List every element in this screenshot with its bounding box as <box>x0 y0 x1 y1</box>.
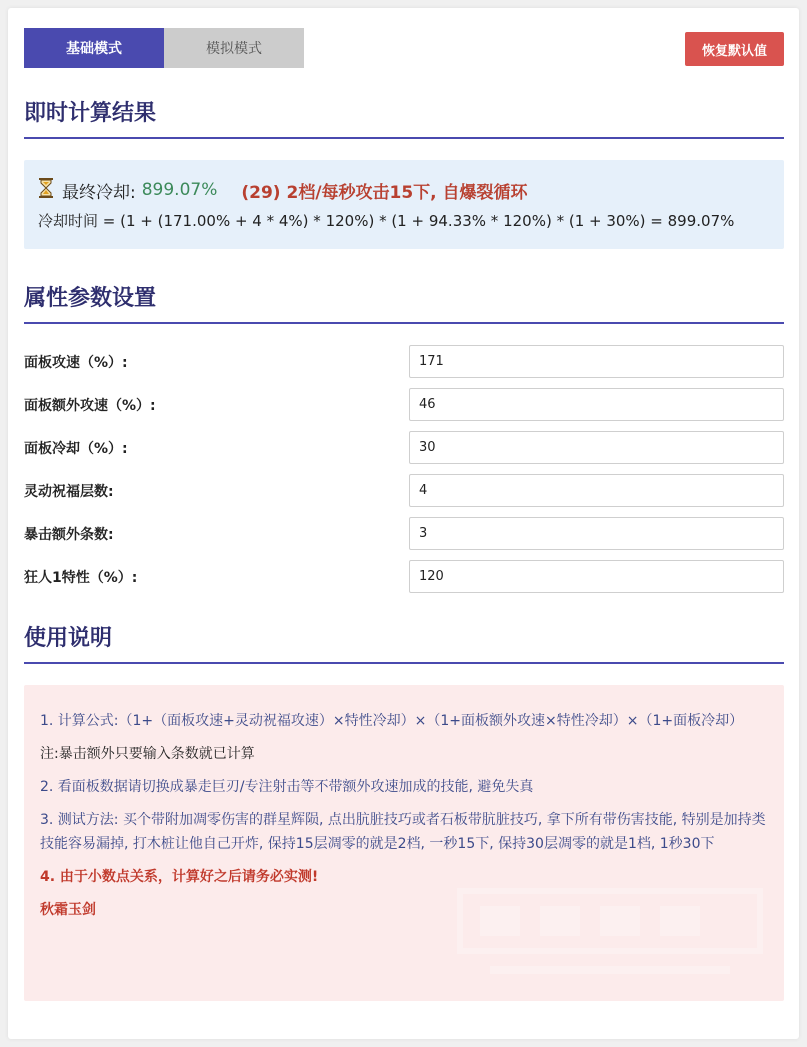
instruction-crit-note: 注:暴击额外只要输入条数就已计算 <box>40 746 255 762</box>
reset-defaults-button[interactable]: 恢复默认值 <box>685 32 784 66</box>
instructions-panel <box>24 685 784 1001</box>
param-row-blessing-stacks <box>24 474 784 507</box>
result-section-title: 即时计算结果 <box>24 96 784 139</box>
param-row-panel-cooldown <box>24 431 784 464</box>
extra-attack-speed-input[interactable] <box>409 388 784 421</box>
final-cooldown-label: 最终冷却: <box>62 182 136 203</box>
result-formula: 冷却时间 = (1 + (171.00% + 4 * 4%) * 120%) * (1 + 94.33% * 120%) * (1 + 30%) = 899.07% <box>38 212 735 230</box>
hourglass-icon <box>38 178 56 203</box>
param-row-crit-extra-lines <box>24 517 784 550</box>
blessing-stacks-input[interactable] <box>409 474 784 507</box>
param-label: 狂人1特性（%）: <box>24 569 138 586</box>
result-panel <box>24 160 784 249</box>
tab-basic-mode[interactable]: 基础模式 <box>24 28 164 68</box>
panel-cooldown-input[interactable] <box>409 431 784 464</box>
param-label: 暴击额外条数: <box>24 526 114 543</box>
result-summary <box>38 178 770 202</box>
result-tier-note: (29) 2档/每秒攻击15下, 自爆裂循环 <box>241 182 528 203</box>
instruction-formula: 1. 计算公式:（1+（面板攻速+灵动祝福攻速）×特性冷却）×（1+面板额外攻速×特性冷却）×（1+面板冷却） <box>40 713 744 729</box>
instructions-section-title: 使用说明 <box>24 621 784 664</box>
param-label: 面板攻速（%）: <box>24 354 128 371</box>
instruction-warning: 4. 由于小数点关系，计算好之后请务必实测! <box>40 869 319 885</box>
madman-trait-input[interactable] <box>409 560 784 593</box>
params-section-title: 属性参数设置 <box>24 281 784 324</box>
instruction-panel-data: 2. 看面板数据请切换成暴走巨刃/专注射击等不带额外攻速加成的技能, 避免失真 <box>40 779 534 795</box>
mode-tabs <box>24 28 304 68</box>
param-row-madman-trait <box>24 560 784 593</box>
crit-extra-lines-input[interactable] <box>409 517 784 550</box>
final-cooldown-value: 899.07% <box>141 180 218 200</box>
panel-attack-speed-input[interactable] <box>409 345 784 378</box>
author-signature: 秋霜玉剑 <box>40 902 96 918</box>
param-label: 面板额外攻速（%）: <box>24 397 156 414</box>
tab-simulation-mode[interactable]: 模拟模式 <box>164 28 304 68</box>
instruction-test-method: 3. 测试方法: 买个带附加凋零伤害的群星辉陨, 点出肮脏技巧或者石板带肮脏技巧, 拿下所有带伤害技能, 特别是加持类技能容易漏掉, 打木桩让他自己开炸, 保持15层凋零的就是2档, 一秒15下, 保持30层凋零的就是1档, 1秒30下 <box>40 812 766 852</box>
param-row-panel-attack-speed <box>24 345 784 378</box>
calculator-page <box>8 8 799 1039</box>
param-label: 面板冷却（%）: <box>24 440 128 457</box>
param-row-extra-attack-speed <box>24 388 784 421</box>
param-label: 灵动祝福层数: <box>24 483 114 500</box>
